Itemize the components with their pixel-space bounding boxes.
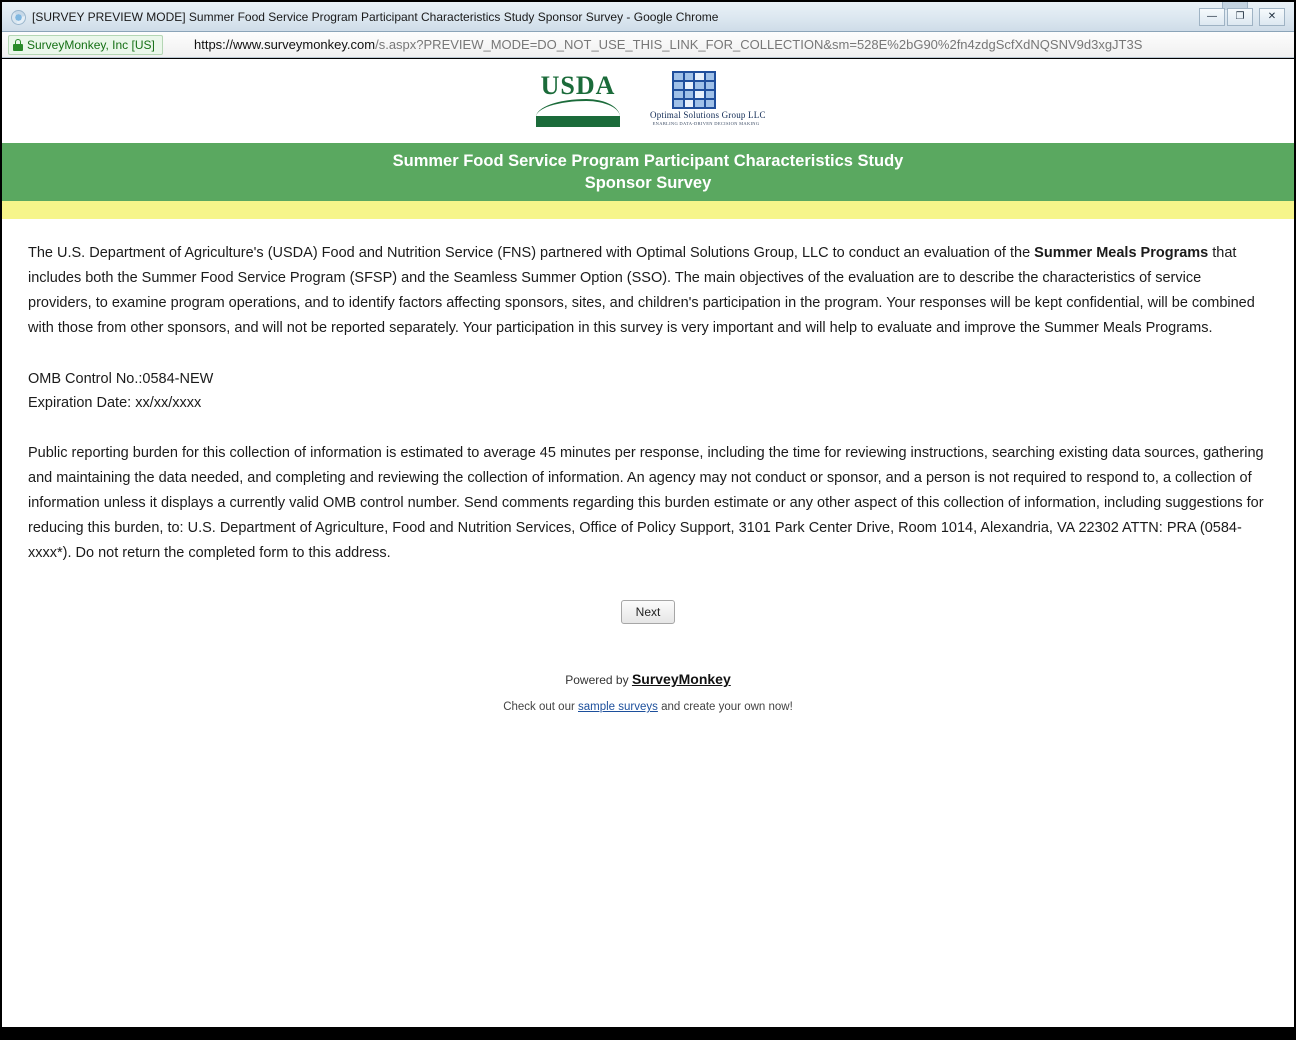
page-viewport (2, 59, 1294, 1027)
site-identity-label: SurveyMonkey, Inc [US] (27, 38, 155, 52)
browser-address-bar[interactable] (2, 32, 1294, 58)
survey-body (2, 219, 1294, 720)
optimal-solutions-logo-icon (650, 71, 766, 129)
sample-surveys-link[interactable]: sample surveys (578, 701, 658, 713)
window-close-button[interactable]: ✕ (1259, 8, 1285, 26)
survey-title-block (393, 150, 904, 194)
powered-by-prefix: Powered by (565, 673, 632, 687)
url-input[interactable] (194, 36, 1284, 54)
intro-paragraph: The U.S. Department of Agriculture's (USDA) Food and Nutrition Service (FNS) partnered with Optimal Solutions Group, LLC to conduct an evaluation of the Summer Meals Programs that includes both the Summer Food Service Program (SFSP) and the Seamless Summer Option (SSO). The main objectives of the evaluation are to describe the characteristics of service providers, to examine program operations, and to identify factors affecting sponsors, sites, and children's participation in the program. Your responses will be kept confidential, will be combined with those from other sponsors, and will not be reported separately. Your participation in this survey is very important and will help to evaluate and improve the Summer Meals Programs. (28, 245, 1255, 336)
osg-grid-mark (672, 71, 716, 109)
omb-block (28, 367, 1268, 415)
survey-title-line2: Sponsor Survey (584, 174, 712, 192)
survey-title-line1: Summer Food Service Program Participant Characteristics Study (392, 152, 904, 170)
chrome-logo-icon (11, 10, 26, 25)
omb-expiration-date: Expiration Date: xx/xx/xxxx (28, 395, 202, 411)
browser-titlebar (2, 2, 1294, 32)
survey-header-banner (2, 143, 1294, 201)
powered-by-line (28, 667, 1268, 693)
intro-bold-phrase: Summer Meals Programs (1034, 245, 1209, 261)
logo-row (534, 71, 766, 129)
next-button-row (28, 600, 1268, 625)
usda-logo-text: USDA (540, 71, 616, 100)
lock-icon (13, 39, 23, 51)
logo-band (2, 59, 1294, 143)
omb-control-number: OMB Control No.:0584-NEW (28, 371, 214, 387)
site-identity-chip[interactable] (8, 35, 163, 55)
osg-logo-tagline: ENABLING DATA-DRIVEN DECISION MAKING (652, 121, 760, 126)
window-maximize-button[interactable]: ❐ (1227, 8, 1253, 26)
surveymonkey-brand-link[interactable]: SurveyMonkey (631, 671, 731, 687)
accent-band (2, 201, 1294, 219)
sample-surveys-prefix: Check out our (503, 701, 578, 713)
sample-surveys-suffix: and create your own now! (657, 701, 793, 713)
survey-footer (28, 667, 1268, 720)
url-path: /s.aspx?PREVIEW_MODE=DO_NOT_USE_THIS_LINK_FOR_COLLECTION&sm=528E%2bG90%2fn4zdgScfXdNQSNV9d3xgJT3S (375, 37, 1143, 52)
burden-statement-paragraph: Public reporting burden for this collection of information is estimated to average 45 minutes per response, including the time for reviewing instructions, searching existing data sources, gathering and maintaining the data needed, and completing and reviewing the collection of information. An agency may not conduct or sponsor, and a person is not required to respond to, a collection of information unless it displays a currently valid OMB control number. Send comments regarding this burden estimate or any other aspect of this collection of information, including suggestions for reducing this burden, to: U.S. Department of Agriculture, Food and Nutrition Services, Office of Policy Support, 3101 Park Center Drive, Room 1014, Alexandria, VA 22302 ATTN: PRA (0584-xxxx*). Do not return the completed form to this address. (28, 445, 1264, 561)
sample-surveys-line (28, 695, 1268, 720)
next-button[interactable]: Next (621, 600, 676, 624)
window-minimize-button[interactable]: — (1199, 8, 1225, 26)
browser-tab-title[interactable]: [SURVEY PREVIEW MODE] Summer Food Service Program Participant Characteristics Study Sponsor Survey - Google Chrome (32, 10, 719, 24)
usda-logo-icon (534, 71, 622, 129)
url-host: https://www.surveymonkey.com (194, 37, 376, 52)
osg-logo-name: Optimal Solutions Group LLC (650, 110, 766, 120)
